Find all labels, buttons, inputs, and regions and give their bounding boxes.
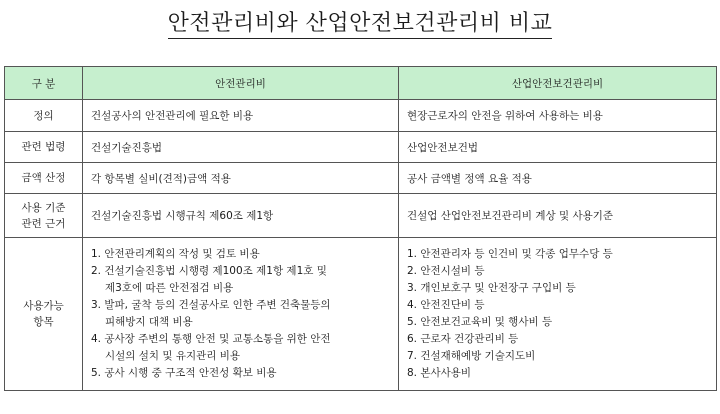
list-item: 4. 안전진단비 등 bbox=[407, 299, 485, 311]
row-label bbox=[5, 194, 83, 238]
header-category: 구 분 bbox=[5, 67, 83, 100]
industrial-items-list bbox=[407, 246, 708, 382]
table-row bbox=[5, 238, 717, 391]
table-row bbox=[5, 163, 717, 194]
cell-safety: 건설기술진흥법 bbox=[83, 132, 399, 163]
row-label-line: 관련 근거 bbox=[21, 217, 66, 230]
cell-safety: 건설공사의 안전관리에 필요한 비용 bbox=[83, 100, 399, 132]
row-label-line: 사용 기준 bbox=[21, 201, 66, 214]
row-label: 관련 법령 bbox=[5, 132, 83, 163]
page-title bbox=[0, 6, 720, 37]
row-label-line: 사용가능 bbox=[23, 300, 64, 312]
row-label: 금액 산정 bbox=[5, 163, 83, 194]
header-safety-cost: 안전관리비 bbox=[83, 67, 399, 100]
header-industrial-safety-cost: 산업안전보건관리비 bbox=[399, 67, 717, 100]
table-row bbox=[5, 194, 717, 238]
cell-safety-items bbox=[83, 238, 399, 391]
table-row bbox=[5, 132, 717, 163]
list-item: 2. 건설기술진흥법 시행령 제100조 제1항 제1호 및 bbox=[91, 265, 327, 277]
comparison-table bbox=[4, 66, 717, 391]
cell-safety: 건설기술진흥법 시행규칙 제60조 제1항 bbox=[83, 194, 399, 238]
list-item: 8. 본사사용비 bbox=[407, 367, 472, 379]
list-item: 1. 안전관리자 등 인건비 및 각종 업무수당 등 bbox=[407, 248, 613, 260]
cell-industrial: 건설업 산업안전보건관리비 계상 및 사용기준 bbox=[399, 194, 717, 238]
table-row bbox=[5, 100, 717, 132]
list-item: 6. 근로자 건강관리비 등 bbox=[407, 333, 519, 345]
list-item: 2. 안전시설비 등 bbox=[407, 265, 485, 277]
title-text: 안전관리비와 산업안전보건관리비 비교 bbox=[168, 11, 553, 39]
list-item: 3. 발파, 굴착 등의 건설공사로 인한 주변 건축물등의 bbox=[91, 299, 331, 311]
list-item: 5. 안전보건교육비 및 행사비 등 bbox=[407, 316, 553, 328]
list-item: 5. 공사 시행 중 구조적 안전성 확보 비용 bbox=[91, 367, 277, 379]
header-row bbox=[5, 67, 717, 100]
safety-items-list bbox=[91, 246, 390, 382]
list-item: 시설의 설치 및 유지관리 비용 bbox=[105, 350, 241, 362]
row-label-line: 항목 bbox=[33, 316, 54, 328]
cell-industrial: 산업안전보건법 bbox=[399, 132, 717, 163]
cell-industrial: 현장근로자의 안전을 위하여 사용하는 비용 bbox=[399, 100, 717, 132]
list-item: 피해방지 대책 비용 bbox=[105, 316, 193, 328]
cell-industrial-items bbox=[399, 238, 717, 391]
list-item: 3. 개인보호구 및 안전장구 구입비 등 bbox=[407, 282, 576, 294]
row-label: 정의 bbox=[5, 100, 83, 132]
cell-safety: 각 항목별 실비(견적)금액 적용 bbox=[83, 163, 399, 194]
row-label bbox=[5, 238, 83, 391]
list-item: 7. 건설재해예방 기술지도비 bbox=[407, 350, 536, 362]
list-item: 4. 공사장 주변의 통행 안전 및 교통소통을 위한 안전 bbox=[91, 333, 331, 345]
list-item: 1. 안전관리계획의 작성 및 검토 비용 bbox=[91, 248, 260, 260]
list-item: 제3호에 따른 안전점검 비용 bbox=[105, 282, 234, 294]
cell-industrial: 공사 금액별 정액 요율 적용 bbox=[399, 163, 717, 194]
